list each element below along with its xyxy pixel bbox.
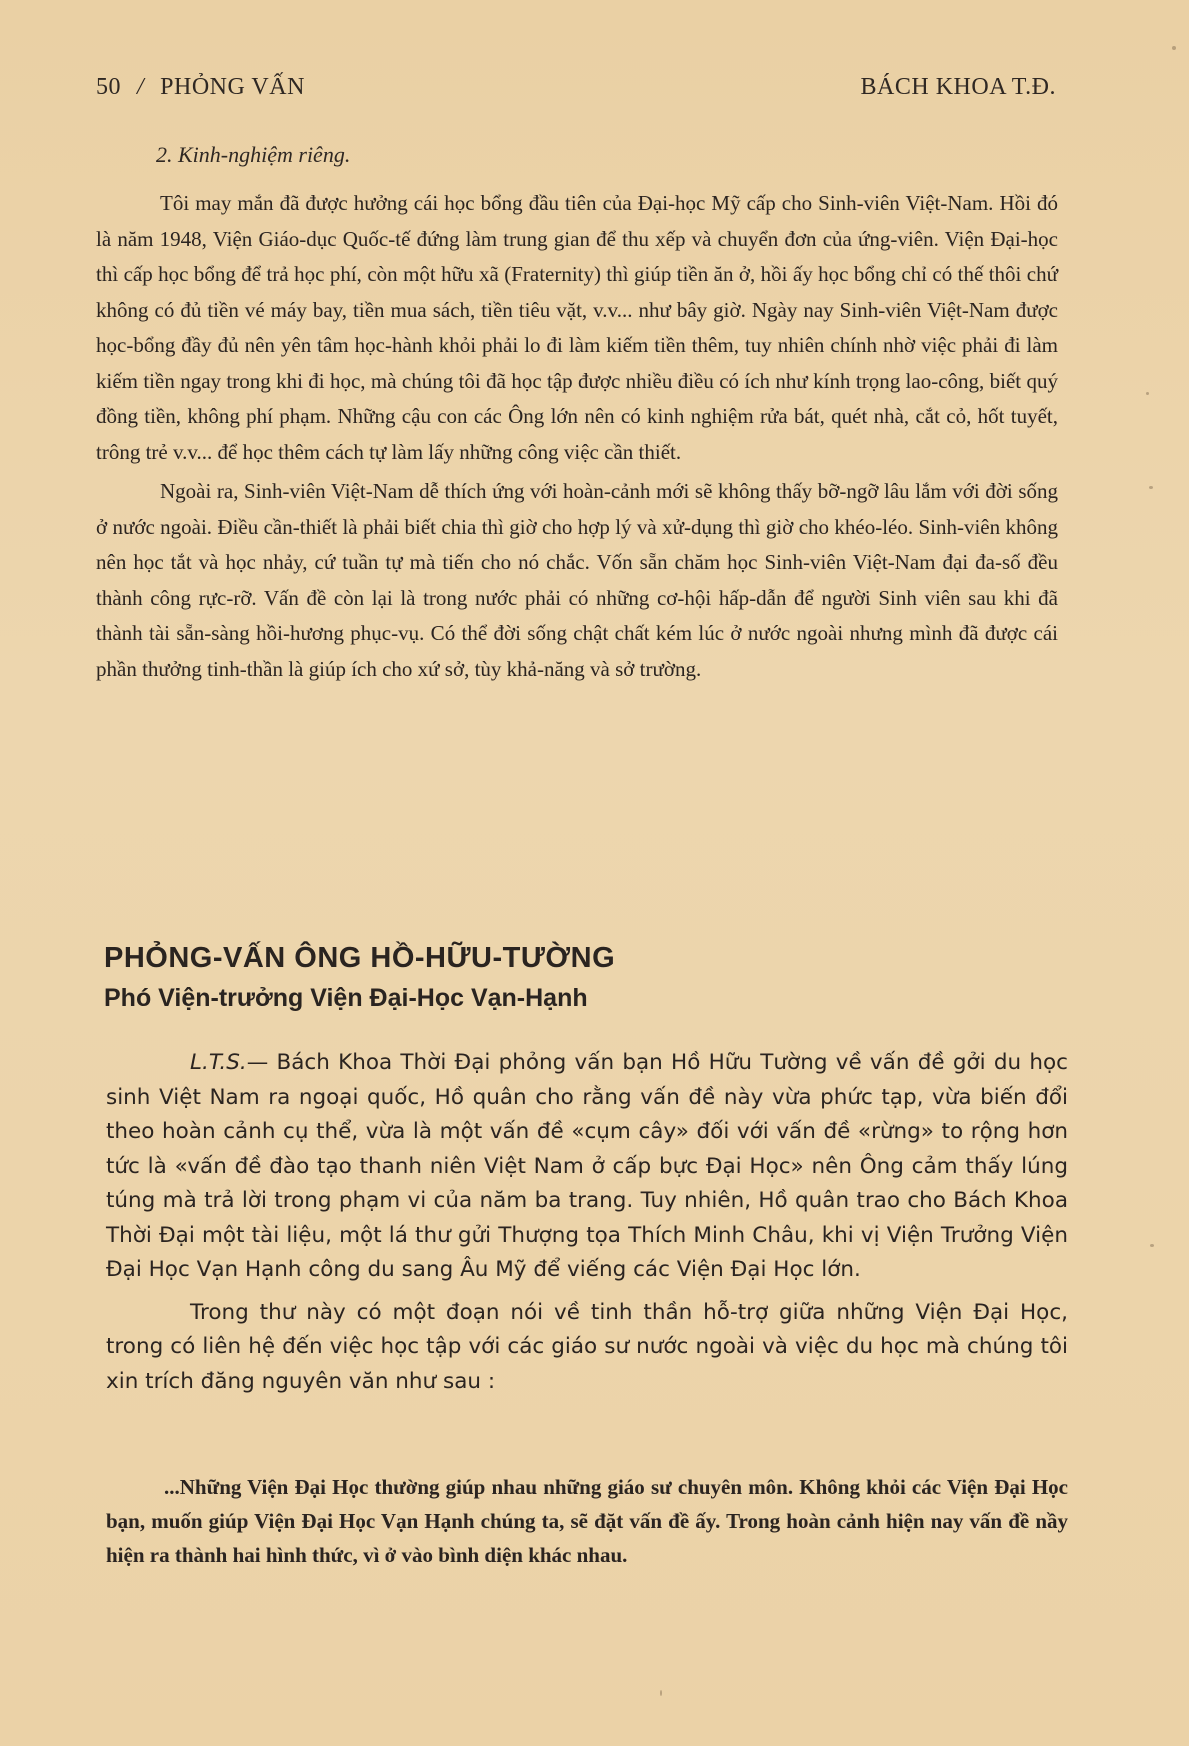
interview-subtitle: Phó Viện-trưởng Viện Đại-Học Vạn-Hạnh xyxy=(104,984,588,1012)
paper-speck xyxy=(1146,392,1149,395)
paper-speck xyxy=(1149,486,1153,489)
header-separator: / xyxy=(137,74,145,100)
letter-quote xyxy=(106,1470,1068,1572)
paragraph: Tôi may mắn đã được hưởng cái học bổng đầu tiên của Đại-học Mỹ cấp cho Sinh-viên Việt-Nam. Hồi đó là năm 1948, Viện Giáo-dục Quốc-tế đứng làm trung gian để thu xếp và chuyển đơn của ứng-viên. Viện Đại-học thì cấp học bổng để trả học phí, còn một hữu xã (Fraternity) thì giúp tiền ăn ở, hồi ấy học bổng chỉ có thế thôi chứ không có đủ tiền vé máy bay, tiền mua sách, tiền tiêu vặt, v.v... như bây giờ. Ngày nay Sinh-viên Việt-Nam được học-bổng đầy đủ nên yên tâm học-hành khỏi phải lo đi làm kiếm tiền thêm, tuy nhiên chính nhờ việc phải đi làm kiếm tiền ngay trong khi đi học, mà chúng tôi đã học tập được nhiều điều có ích như kính trọng lao-công, biết quý đồng tiền, không phí phạm. Những cậu con các Ông lớn nên có kinh nghiệm rửa bát, quét nhà, cắt cỏ, hốt tuyết, trông trẻ v.v... để học thêm cách tự làm lấy những công việc cần thiết. xyxy=(96,191,1058,464)
paragraph: Trong thư này có một đoạn nói về tinh thần hỗ-trợ giữa những Viện Đại Học, trong có liên hệ đến việc học tập với các giáo sư nước ngoài và việc du học mà chúng tôi xin trích đăng nguyên văn như sau : xyxy=(106,1299,1068,1394)
paper-speck xyxy=(1172,46,1176,50)
publication-name: BÁCH KHOA T.Đ. xyxy=(860,74,1056,100)
paper-speck xyxy=(1150,1244,1154,1247)
section-name: PHỎNG VẤN xyxy=(160,74,305,100)
editor-note xyxy=(106,1046,1068,1399)
experience-text xyxy=(96,186,1058,687)
editor-note-label: L.T.S. xyxy=(190,1050,247,1075)
header-left xyxy=(96,74,305,101)
page-header xyxy=(96,74,1056,110)
page-number: 50 xyxy=(96,74,121,100)
editor-note-text: — Bách Khoa Thời Đại phỏng vấn bạn Hồ Hữu Tường về vấn đề gởi du học sinh Việt Nam ra ngoại quốc, Hồ quân cho rằng vấn đề này vừa phức tạp, vừa biến đổi theo hoàn cảnh cụ thể, vừa là một vấn đề «cụm cây» đối với vấn đề «rừng» to rộng hơn tức là «vấn đề đào tạo thanh niên Việt Nam ở cấp bực Đại Học» nên Ông cảm thấy lúng túng mà trả lời trong phạm vi của năm ba trang. Tuy nhiên, Hồ quân trao cho Bách Khoa Thời Đại một tài liệu, một lá thư gửi Thượng tọa Thích Minh Châu, khi vị Viện Trưởng Viện Đại Học Vạn Hạnh công du sang Âu Mỹ để viếng các Viện Đại Học lớn. xyxy=(106,1050,1068,1282)
paper-speck xyxy=(660,1690,662,1696)
interview-title: PHỎNG-VẤN ÔNG HỒ-HỮU-TƯỜNG xyxy=(104,942,616,974)
paragraph: Ngoài ra, Sinh-viên Việt-Nam dễ thích ứng với hoàn-cảnh mới sẽ không thấy bỡ-ngỡ lâu lắm với đời sống ở nước ngoài. Điều cần-thiết là phải biết chia thì giờ cho hợp lý và xử-dụng thì giờ cho khéo-léo. Sinh-viên không nên học tắt và học nhảy, cứ tuần tự mà tiến cho nó chắc. Vốn sẵn chăm học Sinh-viên Việt-Nam đại đa-số đều thành công rực-rỡ. Vấn đề còn lại là trong nước phải có những cơ-hội hấp-dẫn để người Sinh viên sau khi đã thành tài sẵn-sàng hồi-hương phục-vụ. Có thể đời sống chật chất kém lúc ở nước ngoài nhưng mình đã được cái phần thưởng tinh-thần là giúp ích cho xứ sở, tùy khả-năng và sở trường. xyxy=(96,479,1058,681)
paragraph: ...Những Viện Đại Học thường giúp nhau những giáo sư chuyên môn. Không khỏi các Viện Đại Học bạn, muốn giúp Viện Đại Học Vạn Hạnh chúng ta, sẽ đặt vấn đề ấy. Trong hoàn cảnh hiện nay vấn đề nầy hiện ra thành hai hình thức, vì ở vào bình diện khác nhau. xyxy=(106,1475,1068,1567)
paragraph xyxy=(106,1046,1068,1288)
section-subheading: 2. Kinh-nghiệm riêng. xyxy=(156,142,351,167)
